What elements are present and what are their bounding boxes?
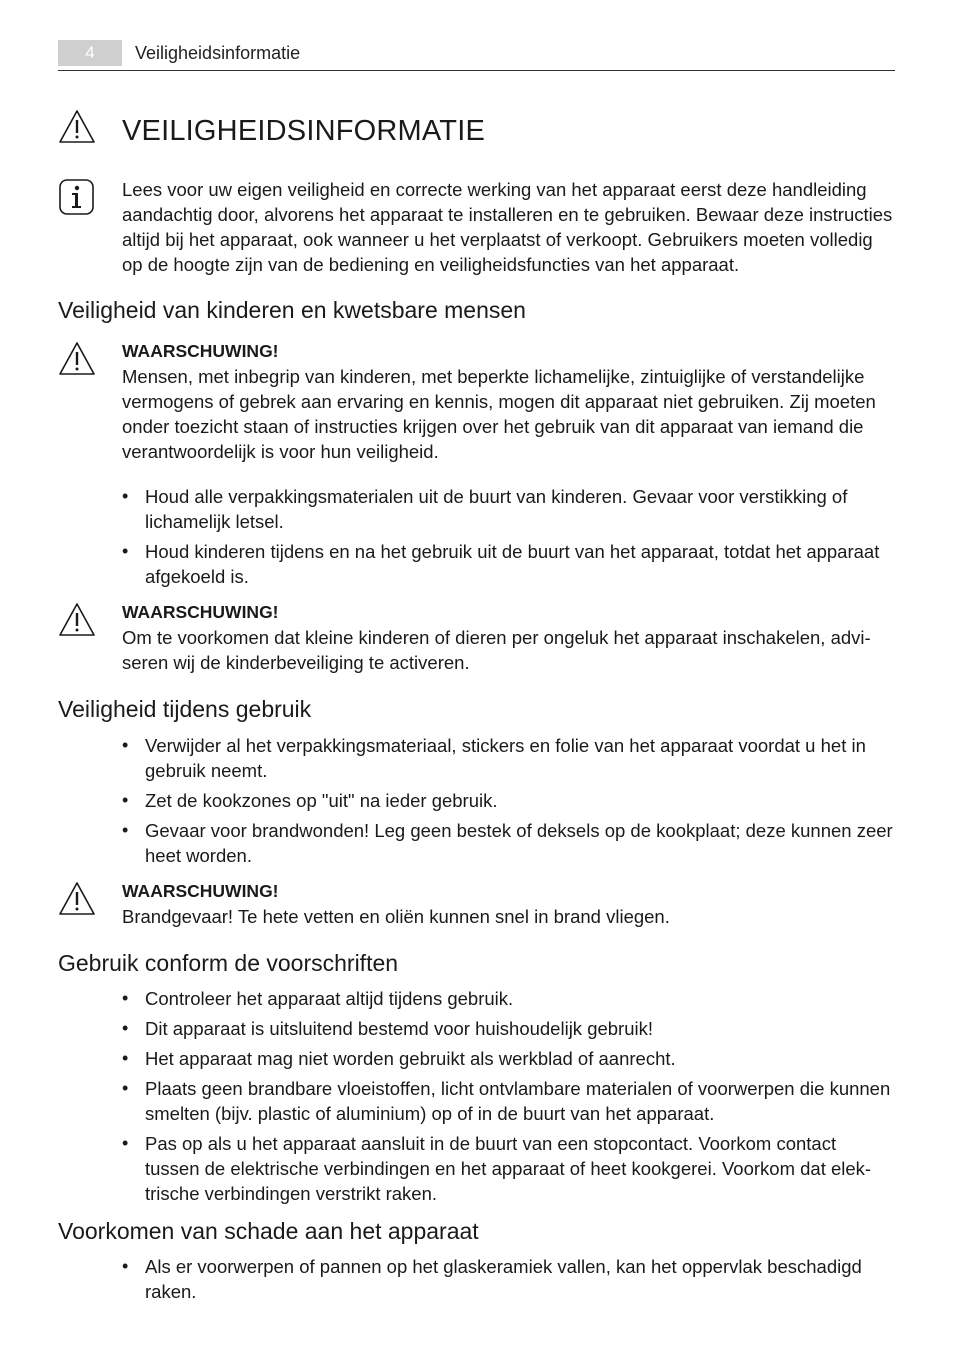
warning-label: WAARSCHUWING! [122, 602, 279, 622]
page-title: VEILIGHEIDSINFORMATIE [122, 115, 485, 147]
warning-text: Om te voorkomen dat kleine kinderen of dieren per ongeluk het apparaat inschakelen, adviseren wij de kinderbeveiliging te activeren. [122, 627, 871, 673]
section-heading-intended-use: Gebruik conform de voorschriften [58, 950, 399, 976]
list-item: • Het apparaat mag niet worden gebruikt als werkblad of aanrecht. [122, 1046, 894, 1071]
warning-block [122, 879, 894, 929]
list-item: • Als er voorwerpen of pannen op het glaskeramiek vallen, kan het oppervlak beschadigd raken. [122, 1254, 894, 1304]
list-item: • Pas op als u het apparaat aansluit in de buurt van een stopcontact. Voorkom contact tussen de elektrische verbindingen en het apparaat of heet kookgerei. Voorkom dat elektrische verbindingen verstrikt raken. [122, 1131, 894, 1206]
fire-hazard-emphasis: Brandgevaar! [122, 906, 234, 927]
info-icon [57, 178, 97, 216]
bullet-list-children [122, 484, 894, 594]
running-title: Veiligheidsinformatie [135, 43, 301, 63]
page-number: 4 [58, 40, 122, 66]
list-item: • Plaats geen brandbare vloeistoffen, licht ontvlambare materialen of voorwerpen die kunnen smelten (bijv. plastic of aluminium) op of in de buurt van het apparaat. [122, 1076, 894, 1126]
warning-triangle-icon [57, 340, 97, 378]
bullet-list-intended-use [122, 986, 894, 1211]
header-rule [58, 70, 895, 71]
list-item: • Houd alle verpakkingsmaterialen uit de buurt van kinderen. Gevaar voor verstikking of lichamelijk letsel. [122, 484, 894, 534]
list-item: • Zet de kookzones op "uit" na ieder gebruik. [122, 788, 894, 813]
warning-label: WAARSCHUWING! [122, 341, 279, 361]
list-item: • Gevaar voor brandwonden! Leg geen bestek of deksels op de kookplaat; deze kunnen zeer heet worden. [122, 818, 894, 868]
warning-triangle-icon [57, 601, 97, 639]
intro-paragraph [122, 177, 894, 277]
warning-text: Mensen, met inbegrip van kinderen, met beperkte lichamelijke, zintuiglijke of verstandelijke vermogens of gebrek aan ervaring en kennis, mogen dit apparaat niet gebruiken. Zij moeten onder toezicht staan of instructies krijgen over het gebruik van dit apparaat van iemand die verantwoordelijk is voor hun veiligheid. [122, 366, 876, 462]
list-item: • Houd kinderen tijdens en na het gebruik uit de buurt van het apparaat, totdat het apparaat afgekoeld is. [122, 539, 894, 589]
section-heading-children: Veiligheid van kinderen en kwetsbare mensen [58, 297, 526, 323]
bullet-list-usage [122, 733, 894, 873]
warning-block [122, 339, 894, 464]
list-item: • Verwijder al het verpakkingsmateriaal, stickers en folie van het apparaat voordat u het in gebruik neemt. [122, 733, 894, 783]
warning-triangle-icon [57, 108, 97, 146]
list-item: • Dit apparaat is uitsluitend bestemd voor huishoudelijk gebruik! [122, 1016, 894, 1041]
warning-triangle-icon [57, 880, 97, 918]
intro-text: Lees voor uw eigen veiligheid en correcte werking van het apparaat eerst deze handleiding aandachtig door, alvorens het apparaat te installeren en te gebruiken. Bewaar deze instructies altijd bij het apparaat, ook wanneer u het verplaatst of verkoopt. Gebruikers moeten volledig op de hoogte zijn van de bediening en veiligheidsfuncties van het apparaat. [122, 179, 893, 275]
warning-text [122, 904, 894, 929]
section-heading-damage: Voorkomen van schade aan het apparaat [58, 1218, 479, 1244]
fire-hazard-text: Te hete vetten en oliën kunnen snel in brand vliegen. [233, 906, 670, 927]
list-item: • Controleer het apparaat altijd tijdens gebruik. [122, 986, 894, 1011]
warning-label: WAARSCHUWING! [122, 881, 279, 901]
bullet-list-damage [122, 1254, 894, 1309]
warning-block [122, 600, 894, 675]
section-heading-usage: Veiligheid tijdens gebruik [58, 696, 312, 722]
